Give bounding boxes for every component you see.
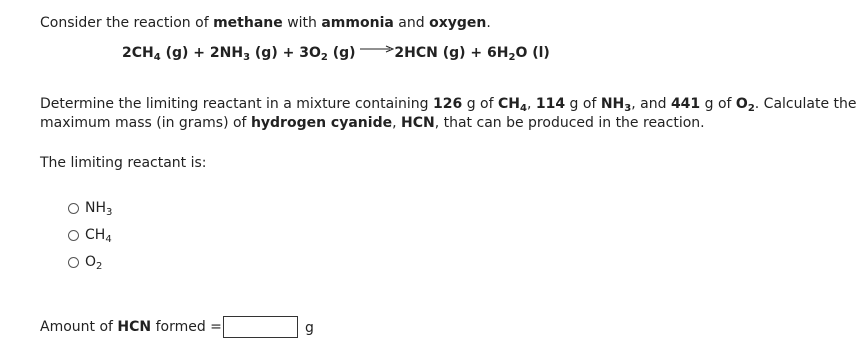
option-label: $CH_4$ [85,227,112,245]
intro-text [40,14,491,32]
option-ch4[interactable] [68,225,112,245]
eq-sub-4: 2 [508,52,516,63]
question-label: The limiting reactant is: [40,155,207,171]
term-hydrogen-cyanide: hydrogen cyanide [250,115,393,131]
problem-line-2 [40,114,705,132]
problem-line-1 [40,95,857,113]
formula-nh3: $NH_3$ [600,96,632,114]
problem-text: maximum mass (in grams) of [40,115,251,131]
problem-text: g of [565,96,601,112]
answer-label-suffix: formed = [151,319,222,335]
option-nh3[interactable] [68,198,112,218]
eq-reactant-1: 2CH [122,45,154,61]
answer-label-prefix: Amount of [40,319,118,335]
term-methane: methane [213,15,283,31]
option-label: $O_2$ [85,254,103,272]
term-oxygen: oxygen [429,15,487,31]
eq-sub-1: 4 [153,52,161,63]
problem-text: , and [631,96,671,112]
problem-text: . Calculate the [754,96,857,112]
option-o2[interactable] [68,252,102,272]
intro-suffix: . [486,15,491,31]
unit-label: g [305,320,314,336]
eq-reactant-2: (g) + 2NH [160,45,244,61]
intro-mid: with [282,15,322,31]
problem-text: g of [462,96,498,112]
eq-products-1: 2HCN (g) + 6H [394,45,509,61]
reaction-arrow-icon [360,45,394,53]
formula-ch4: $CH_4$ [497,96,527,114]
problem-text: Determine the limiting reactant in a mixture containing [40,96,434,112]
eq-state-3: (g) [327,45,356,61]
eq-sub-2: 3 [243,52,251,63]
answer-label [40,318,222,336]
radio-button[interactable] [68,203,79,214]
chemical-equation [122,44,550,62]
radio-button[interactable] [68,257,79,268]
option-label: $NH_3$ [85,200,113,218]
mass-nh3: 114 [535,96,566,112]
intro-prefix: Consider the reaction of [40,15,214,31]
mass-o2: 441 [670,96,701,112]
mass-ch4: 126 [433,96,463,112]
eq-products-2: O (l) [515,45,550,61]
formula-hcn: HCN [401,115,435,131]
formula-o2: $O_2$ [735,96,755,114]
term-ammonia: ammonia [321,15,394,31]
problem-text: , that can be produced in the reaction. [434,115,705,131]
problem-text: , [526,96,536,112]
hcn-mass-input[interactable] [223,316,298,338]
formula-hcn: HCN [117,319,152,335]
intro-and: and [393,15,430,31]
eq-sub-3: 2 [320,52,328,63]
eq-reactant-3: (g) + 3O [250,45,321,61]
radio-button[interactable] [68,230,79,241]
problem-text: , [392,115,401,131]
problem-text: g of [700,96,736,112]
